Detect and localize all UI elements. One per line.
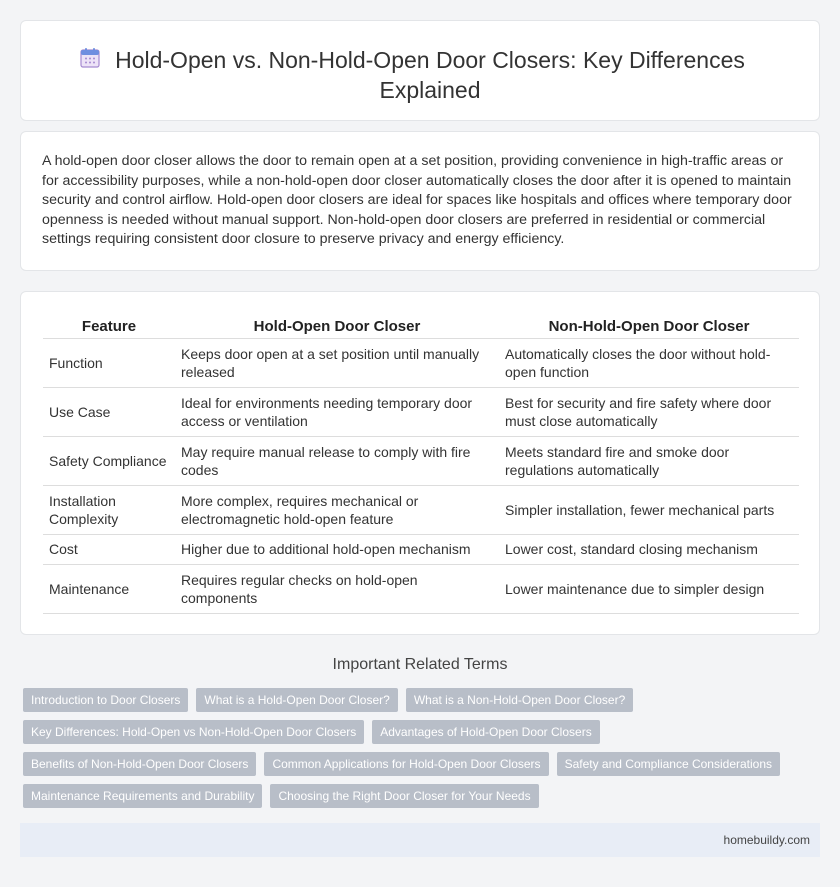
- related-term-tag[interactable]: Benefits of Non-Hold-Open Door Closers: [23, 752, 256, 776]
- related-term-tag[interactable]: Common Applications for Hold-Open Door Closers: [264, 752, 548, 776]
- table-row: [43, 387, 799, 436]
- related-term-tag[interactable]: What is a Non-Hold-Open Door Closer?: [406, 688, 633, 712]
- feature-cell: Function: [43, 338, 175, 387]
- feature-cell: Installation Complexity: [43, 485, 175, 534]
- feature-cell: Maintenance: [43, 564, 175, 613]
- hold-open-cell: Ideal for environments needing temporary door access or ventilation: [175, 387, 499, 436]
- hold-open-cell: More complex, requires mechanical or electromagnetic hold-open feature: [175, 485, 499, 534]
- comparison-card: [20, 291, 820, 635]
- hold-open-cell: Requires regular checks on hold-open components: [175, 564, 499, 613]
- related-term-tag[interactable]: Maintenance Requirements and Durability: [23, 784, 262, 808]
- intro-paragraph: A hold-open door closer allows the door to remain open at a set position, providing convenience in high-traffic areas or for accessibility purposes, while a non-hold-open door closer automatically closes the door after it is opened to maintain security and control airflow. Hold-open door closers are ideal for spaces like hospitals and offices where temporary door openness is needed without manual support. Non-hold-open door closers are preferred in residential or commercial settings requiring consistent door closure to preserve privacy and energy efficiency.: [42, 153, 792, 247]
- header-feature: Feature: [43, 316, 175, 338]
- table-row: [43, 534, 799, 564]
- hold-open-cell: Keeps door open at a set position until manually released: [175, 338, 499, 387]
- related-term-tag[interactable]: Introduction to Door Closers: [23, 688, 188, 712]
- feature-cell: Safety Compliance: [43, 436, 175, 485]
- non-hold-open-cell: Automatically closes the door without hold-open function: [499, 338, 799, 387]
- intro-card: [20, 131, 820, 271]
- related-term-tag[interactable]: Key Differences: Hold-Open vs Non-Hold-Open Door Closers: [23, 720, 364, 744]
- related-terms-list: [23, 688, 819, 808]
- page-title: Hold-Open vs. Non-Hold-Open Door Closers: Key Differences Explained: [115, 47, 745, 103]
- related-term-tag[interactable]: Safety and Compliance Considerations: [557, 752, 780, 776]
- title-card: [20, 20, 820, 121]
- comparison-table: [43, 316, 799, 614]
- table-row: [43, 338, 799, 387]
- table-row: [43, 436, 799, 485]
- feature-cell: Use Case: [43, 387, 175, 436]
- table-row: [43, 564, 799, 613]
- related-term-tag[interactable]: Choosing the Right Door Closer for Your Needs: [270, 784, 538, 808]
- non-hold-open-cell: Lower maintenance due to simpler design: [499, 564, 799, 613]
- non-hold-open-cell: Simpler installation, fewer mechanical parts: [499, 485, 799, 534]
- footer: [20, 823, 820, 857]
- related-term-tag[interactable]: Advantages of Hold-Open Door Closers: [372, 720, 599, 744]
- table-header-row: [43, 316, 799, 338]
- non-hold-open-cell: Lower cost, standard closing mechanism: [499, 534, 799, 564]
- feature-cell: Cost: [43, 534, 175, 564]
- related-terms-title: Important Related Terms: [332, 656, 508, 673]
- hold-open-cell: Higher due to additional hold-open mechanism: [175, 534, 499, 564]
- header-non-hold-open: Non-Hold-Open Door Closer: [499, 316, 799, 338]
- footer-site-link[interactable]: homebuildy.com: [723, 833, 810, 847]
- non-hold-open-cell: Meets standard fire and smoke door regulations automatically: [499, 436, 799, 485]
- hold-open-cell: May require manual release to comply with fire codes: [175, 436, 499, 485]
- header-hold-open: Hold-Open Door Closer: [175, 316, 499, 338]
- table-row: [43, 485, 799, 534]
- non-hold-open-cell: Best for security and fire safety where door must close automatically: [499, 387, 799, 436]
- related-term-tag[interactable]: What is a Hold-Open Door Closer?: [196, 688, 397, 712]
